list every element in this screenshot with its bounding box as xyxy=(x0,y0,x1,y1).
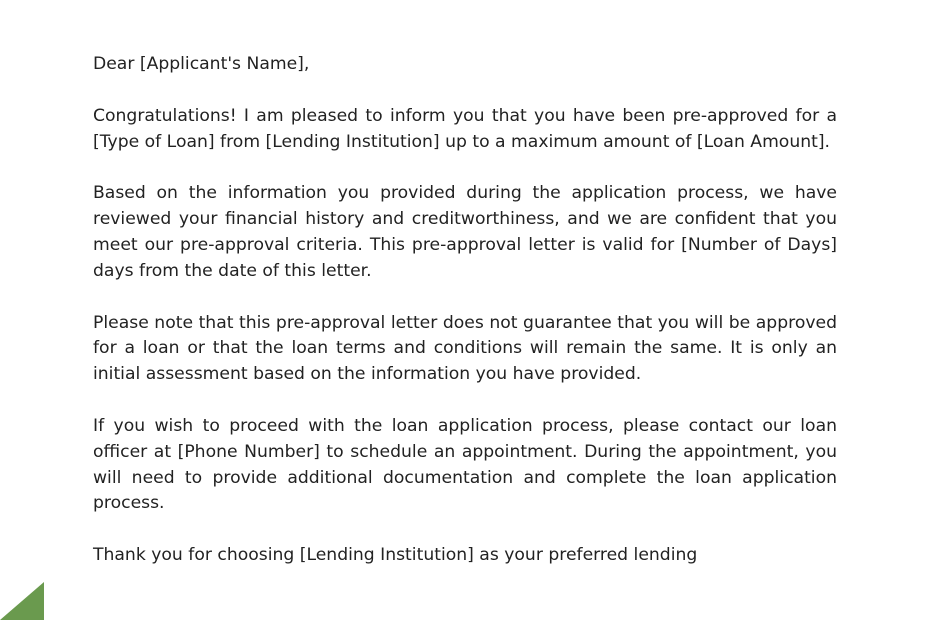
letter-greeting: Dear [Applicant's Name], xyxy=(93,54,310,74)
letter-paragraph-next-steps: If you wish to proceed with the loan application process, please contact our loan officer at [Phone Number] to schedule an appointment. During the appointment, you will need to provide additional documentation and complete the loan application process. xyxy=(93,415,837,514)
letter-paragraph-thanks: Thank you for choosing [Lending Institution] as your preferred lending xyxy=(93,545,698,566)
letter-paragraph-review: Based on the information you provided during the application process, we have reviewed your financial history and creditworthiness, and we are confident that you meet our pre-approval criteria. This pre-approval letter is valid for [Number of Days] days from the date of this letter. xyxy=(93,183,837,281)
letter-paragraph-disclaimer: Please note that this pre-approval letter does not guarantee that you will be approved for a loan or that the loan terms and conditions will remain the same. It is only an initial assessment based on the information you have provided. xyxy=(93,312,837,385)
corner-triangle-shape xyxy=(0,582,44,620)
letter-body xyxy=(93,52,837,595)
letter-paragraph-congratulations: Congratulations! I am pleased to inform you that you have been pre-approved for a [Type of Loan] from [Lending Institution] up to a maximum amount of [Loan Amount]. xyxy=(93,105,837,152)
